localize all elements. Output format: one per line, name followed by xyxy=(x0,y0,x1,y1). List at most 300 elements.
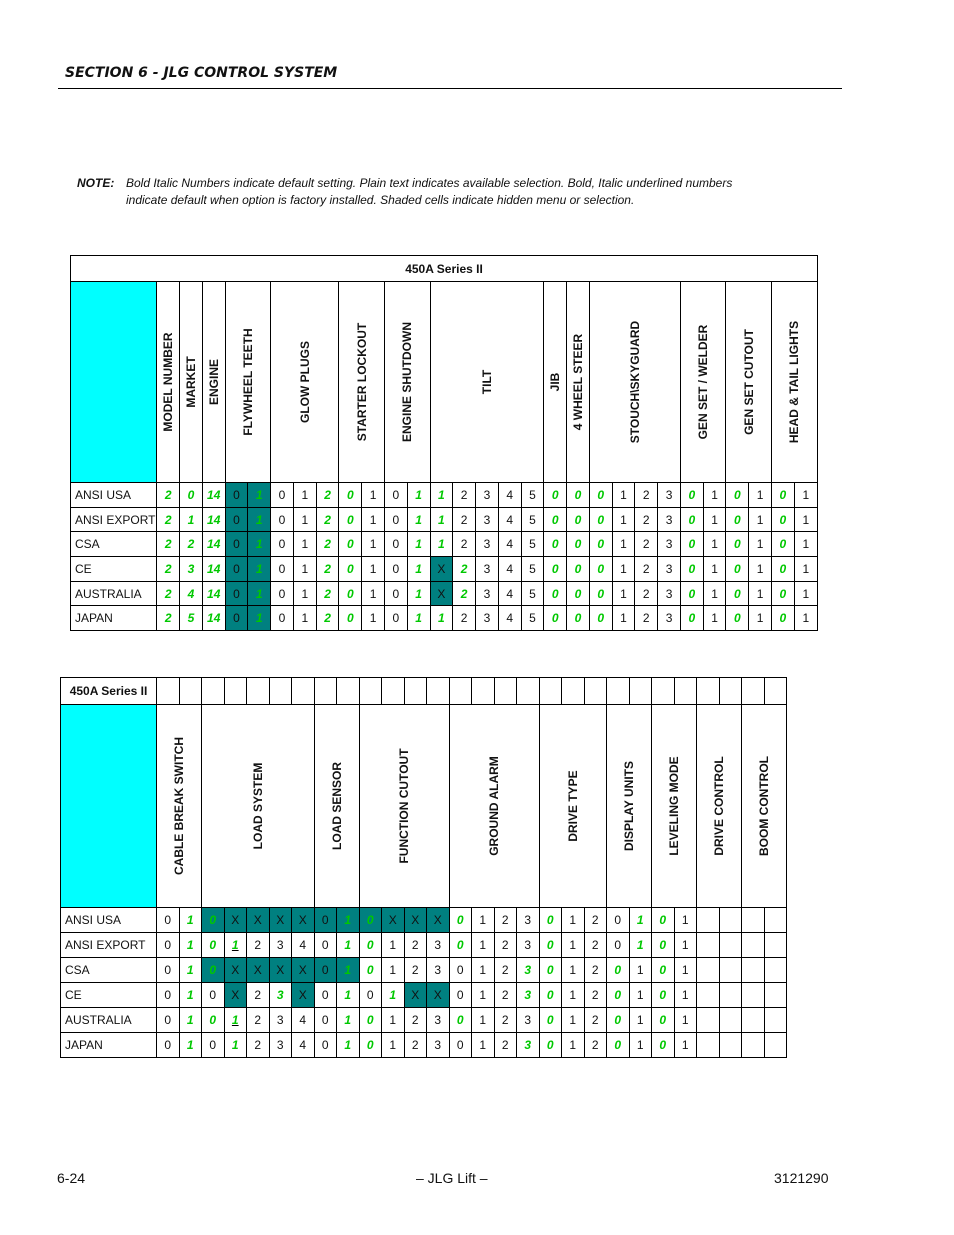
empty-cell xyxy=(382,678,405,705)
setting-cell: 2 xyxy=(453,606,476,631)
header-corner xyxy=(71,282,157,483)
setting-cell: 2 xyxy=(157,532,180,557)
setting-cell: 0 xyxy=(726,606,749,631)
setting-cell: 1 xyxy=(362,557,385,582)
column-header-label: MODEL NUMBER xyxy=(161,332,176,432)
setting-cell: 0 xyxy=(157,1008,180,1033)
setting-cell: 0 xyxy=(652,933,675,958)
setting-cell: 3 xyxy=(517,908,540,933)
setting-cell: 1 xyxy=(248,606,271,631)
column-header xyxy=(202,705,315,908)
market-name: CE xyxy=(71,557,157,582)
setting-cell: 1 xyxy=(430,532,453,557)
setting-cell xyxy=(697,958,720,983)
setting-cell: 1 xyxy=(562,1008,585,1033)
setting-cell: 2 xyxy=(453,483,476,508)
setting-cell: 0 xyxy=(652,958,675,983)
setting-cell: 3 xyxy=(476,483,499,508)
setting-cell: 0 xyxy=(589,557,612,582)
setting-cell: 0 xyxy=(544,483,567,508)
setting-cell: 1 xyxy=(248,557,271,582)
column-header-label: ENGINE SHUTDOWN xyxy=(400,322,415,442)
setting-cell: 0 xyxy=(539,1008,562,1033)
setting-cell: 2 xyxy=(404,1008,427,1033)
setting-cell: 0 xyxy=(202,908,225,933)
setting-cell: 1 xyxy=(749,557,772,582)
setting-cell xyxy=(697,1008,720,1033)
setting-cell: 0 xyxy=(271,606,294,631)
empty-cell xyxy=(269,678,292,705)
column-header xyxy=(697,705,742,908)
setting-cell: 0 xyxy=(202,933,225,958)
setting-cell: 0 xyxy=(157,958,180,983)
setting-cell: X xyxy=(224,908,247,933)
setting-cell: 3 xyxy=(517,1008,540,1033)
setting-cell: 0 xyxy=(314,958,337,983)
setting-cell: X xyxy=(224,958,247,983)
setting-cell: 0 xyxy=(225,507,248,532)
market-name: AUSTRALIA xyxy=(61,1008,157,1033)
table-row xyxy=(71,557,818,582)
setting-cell: 0 xyxy=(607,933,630,958)
setting-cell: 1 xyxy=(612,483,635,508)
setting-cell: 0 xyxy=(225,483,248,508)
setting-cell: 4 xyxy=(498,507,521,532)
setting-cell: 0 xyxy=(449,1008,472,1033)
table-title-row xyxy=(71,256,818,282)
column-header xyxy=(202,282,225,483)
column-header-label: FLYWHEEL TEETH xyxy=(240,328,255,436)
table-row xyxy=(71,606,818,631)
setting-cell: 1 xyxy=(472,958,495,983)
setting-cell: 1 xyxy=(794,483,817,508)
setting-cell: 3 xyxy=(427,933,450,958)
setting-cell: 0 xyxy=(314,908,337,933)
setting-cell: X xyxy=(269,908,292,933)
setting-cell: 4 xyxy=(498,557,521,582)
setting-cell: 0 xyxy=(539,1033,562,1058)
setting-cell: 1 xyxy=(794,606,817,631)
column-header xyxy=(225,282,271,483)
setting-cell: 1 xyxy=(248,581,271,606)
setting-cell: 1 xyxy=(703,532,726,557)
setting-cell: 1 xyxy=(430,507,453,532)
empty-cell xyxy=(607,678,630,705)
column-header xyxy=(384,282,430,483)
setting-cell: 0 xyxy=(271,532,294,557)
setting-cell: 2 xyxy=(453,532,476,557)
table-row xyxy=(61,1033,787,1058)
setting-cell: 0 xyxy=(589,507,612,532)
setting-cell: 2 xyxy=(453,581,476,606)
column-header-label: DRIVE TYPE xyxy=(565,770,580,842)
table-row xyxy=(61,1008,787,1033)
setting-cell: 1 xyxy=(362,532,385,557)
setting-cell: 0 xyxy=(726,532,749,557)
empty-cell xyxy=(539,678,562,705)
setting-cell: 0 xyxy=(771,483,794,508)
setting-cell: 0 xyxy=(157,983,180,1008)
empty-cell xyxy=(584,678,607,705)
setting-cell: 0 xyxy=(652,908,675,933)
setting-cell: 3 xyxy=(658,483,681,508)
setting-cell: 3 xyxy=(427,958,450,983)
setting-cell: 0 xyxy=(539,983,562,1008)
setting-cell: 4 xyxy=(498,606,521,631)
market-name: JAPAN xyxy=(61,1033,157,1058)
setting-cell: 1 xyxy=(407,581,430,606)
empty-cell xyxy=(652,678,675,705)
setting-cell: 2 xyxy=(584,1033,607,1058)
empty-cell xyxy=(292,678,315,705)
setting-cell xyxy=(719,983,742,1008)
setting-cell: 1 xyxy=(562,933,585,958)
setting-cell: 3 xyxy=(269,933,292,958)
setting-cell: 1 xyxy=(224,933,247,958)
setting-cell: 2 xyxy=(404,1033,427,1058)
setting-cell: 1 xyxy=(749,507,772,532)
setting-cell: 2 xyxy=(635,483,658,508)
column-header xyxy=(567,282,590,483)
setting-cell: 2 xyxy=(247,1008,270,1033)
setting-cell: 0 xyxy=(771,581,794,606)
setting-cell: 1 xyxy=(562,983,585,1008)
setting-cell: 0 xyxy=(339,606,362,631)
setting-cell xyxy=(719,1033,742,1058)
setting-cell: 0 xyxy=(771,606,794,631)
setting-cell: 0 xyxy=(202,983,225,1008)
setting-cell: 1 xyxy=(407,557,430,582)
setting-cell: 1 xyxy=(293,507,316,532)
column-header-label: DRIVE CONTROL xyxy=(712,756,726,856)
setting-cell: 0 xyxy=(771,557,794,582)
table-row xyxy=(71,581,818,606)
column-header xyxy=(544,282,567,483)
setting-cell: X xyxy=(404,983,427,1008)
setting-cell: 1 xyxy=(179,1033,202,1058)
setting-cell: 0 xyxy=(339,557,362,582)
setting-cell: 1 xyxy=(794,507,817,532)
empty-cell xyxy=(247,678,270,705)
setting-cell: 0 xyxy=(567,532,590,557)
setting-cell: 3 xyxy=(476,507,499,532)
setting-cell: 1 xyxy=(430,606,453,631)
setting-cell: 0 xyxy=(157,908,180,933)
market-name: ANSI EXPORT xyxy=(71,507,157,532)
setting-cell: 14 xyxy=(202,581,225,606)
setting-cell: 4 xyxy=(498,532,521,557)
setting-cell: 0 xyxy=(339,532,362,557)
empty-cell xyxy=(742,678,765,705)
column-header-label: JIB xyxy=(548,372,563,392)
setting-cell: 1 xyxy=(248,532,271,557)
setting-cell: 0 xyxy=(771,507,794,532)
setting-cell: 1 xyxy=(749,581,772,606)
setting-cell: 2 xyxy=(247,983,270,1008)
setting-cell: 1 xyxy=(337,958,360,983)
empty-cell xyxy=(202,678,225,705)
setting-cell: 0 xyxy=(157,933,180,958)
setting-cell: 0 xyxy=(652,983,675,1008)
setting-cell: 0 xyxy=(567,581,590,606)
setting-cell: 0 xyxy=(384,606,407,631)
setting-cell: 3 xyxy=(658,532,681,557)
setting-cell: 0 xyxy=(607,1008,630,1033)
setting-cell: 0 xyxy=(544,532,567,557)
setting-cell: X xyxy=(292,958,315,983)
table-row xyxy=(71,507,818,532)
setting-cell: 0 xyxy=(771,532,794,557)
setting-cell: X xyxy=(427,908,450,933)
setting-cell: 1 xyxy=(337,933,360,958)
setting-cell: 0 xyxy=(449,933,472,958)
setting-cell: 2 xyxy=(494,933,517,958)
setting-cell: 1 xyxy=(612,557,635,582)
setting-cell: 1 xyxy=(472,983,495,1008)
setting-cell: 1 xyxy=(703,581,726,606)
setting-cell: 3 xyxy=(427,1008,450,1033)
setting-cell: 1 xyxy=(293,483,316,508)
setting-cell: 5 xyxy=(521,606,544,631)
empty-cell xyxy=(697,678,720,705)
empty-cell xyxy=(494,678,517,705)
setting-cell: 0 xyxy=(680,483,703,508)
setting-cell: 3 xyxy=(658,581,681,606)
setting-cell: 1 xyxy=(794,532,817,557)
setting-cell: 1 xyxy=(293,532,316,557)
setting-cell: 2 xyxy=(494,908,517,933)
market-name: CSA xyxy=(61,958,157,983)
setting-cell: 0 xyxy=(607,1033,630,1058)
setting-cell: X xyxy=(292,983,315,1008)
setting-cell: 4 xyxy=(292,1033,315,1058)
setting-cell: 0 xyxy=(314,983,337,1008)
setting-cell: 0 xyxy=(680,581,703,606)
setting-cell: 2 xyxy=(316,483,339,508)
empty-cell xyxy=(517,678,540,705)
setting-cell: 1 xyxy=(794,581,817,606)
setting-cell: 3 xyxy=(517,1033,540,1058)
empty-cell xyxy=(179,678,202,705)
column-header-row xyxy=(61,705,787,908)
setting-cell: 1 xyxy=(382,983,405,1008)
setting-cell: 0 xyxy=(726,581,749,606)
setting-cell: 1 xyxy=(703,507,726,532)
setting-cell: 1 xyxy=(337,1008,360,1033)
setting-cell: 3 xyxy=(476,532,499,557)
setting-cell: 3 xyxy=(658,507,681,532)
setting-cell: 1 xyxy=(293,581,316,606)
setting-cell: 1 xyxy=(629,1008,652,1033)
empty-cell xyxy=(674,678,697,705)
setting-cell xyxy=(742,958,765,983)
setting-cell: 1 xyxy=(382,1033,405,1058)
setting-cell: 1 xyxy=(407,606,430,631)
setting-cell: 0 xyxy=(607,908,630,933)
setting-cell: 0 xyxy=(359,933,382,958)
settings-table-2 xyxy=(60,677,787,1058)
setting-cell: 2 xyxy=(157,483,180,508)
setting-cell xyxy=(742,933,765,958)
setting-cell: 0 xyxy=(271,581,294,606)
setting-cell xyxy=(742,1033,765,1058)
empty-cell xyxy=(314,678,337,705)
market-name: ANSI EXPORT xyxy=(61,933,157,958)
setting-cell: X xyxy=(382,908,405,933)
column-header-label: GROUND ALARM xyxy=(487,756,501,856)
setting-cell: 2 xyxy=(157,507,180,532)
header-rule xyxy=(58,88,842,89)
column-header xyxy=(157,705,202,908)
table-row xyxy=(61,958,787,983)
setting-cell: 3 xyxy=(658,557,681,582)
setting-cell: X xyxy=(430,581,453,606)
column-header xyxy=(589,282,680,483)
setting-cell: 0 xyxy=(567,557,590,582)
setting-cell: 2 xyxy=(584,908,607,933)
setting-cell: 5 xyxy=(521,581,544,606)
setting-cell: 1 xyxy=(179,908,202,933)
setting-cell: 0 xyxy=(680,507,703,532)
empty-cell xyxy=(449,678,472,705)
setting-cell xyxy=(719,958,742,983)
settings-table-1 xyxy=(70,255,818,631)
column-header-label: BOOM CONTROL xyxy=(757,756,771,856)
setting-cell: 0 xyxy=(589,606,612,631)
setting-cell: 2 xyxy=(635,606,658,631)
setting-cell: 3 xyxy=(476,557,499,582)
setting-cell: 0 xyxy=(384,557,407,582)
setting-cell: 2 xyxy=(494,958,517,983)
setting-cell: 1 xyxy=(224,1008,247,1033)
setting-cell: 0 xyxy=(157,1033,180,1058)
setting-cell xyxy=(697,1033,720,1058)
column-header xyxy=(652,705,697,908)
setting-cell: 2 xyxy=(180,532,203,557)
setting-cell: 2 xyxy=(494,983,517,1008)
setting-cell: 0 xyxy=(726,507,749,532)
setting-cell: 0 xyxy=(449,1033,472,1058)
setting-cell: 2 xyxy=(157,606,180,631)
setting-cell xyxy=(697,933,720,958)
setting-cell: 1 xyxy=(674,983,697,1008)
setting-cell: 0 xyxy=(202,1033,225,1058)
setting-cell: 1 xyxy=(612,581,635,606)
setting-cell: 1 xyxy=(703,557,726,582)
setting-cell: X xyxy=(269,958,292,983)
setting-cell: 1 xyxy=(248,507,271,532)
setting-cell: 0 xyxy=(539,958,562,983)
setting-cell: 0 xyxy=(589,483,612,508)
setting-cell xyxy=(742,983,765,1008)
setting-cell: 5 xyxy=(180,606,203,631)
setting-cell: 2 xyxy=(584,958,607,983)
setting-cell: 2 xyxy=(453,557,476,582)
setting-cell: 1 xyxy=(703,483,726,508)
setting-cell: 1 xyxy=(362,581,385,606)
column-header-label: LOAD SYSTEM xyxy=(250,762,265,850)
section-header: SECTION 6 - JLG CONTROL SYSTEM xyxy=(65,65,338,81)
setting-cell: 1 xyxy=(407,532,430,557)
footer-center: – JLG Lift – xyxy=(416,1170,488,1186)
setting-cell xyxy=(719,908,742,933)
empty-cell xyxy=(157,678,180,705)
market-name: JAPAN xyxy=(71,606,157,631)
setting-cell: 0 xyxy=(680,532,703,557)
setting-cell: 0 xyxy=(339,483,362,508)
setting-cell: 4 xyxy=(180,581,203,606)
setting-cell: 2 xyxy=(494,1033,517,1058)
setting-cell: 1 xyxy=(794,557,817,582)
column-header-label: LOAD SENSOR xyxy=(329,761,344,851)
setting-cell: 0 xyxy=(589,532,612,557)
setting-cell: 0 xyxy=(680,557,703,582)
column-header xyxy=(339,282,385,483)
setting-cell: 1 xyxy=(293,557,316,582)
setting-cell: 4 xyxy=(498,581,521,606)
setting-cell: 5 xyxy=(521,532,544,557)
column-header-label: ENGINE xyxy=(206,358,221,406)
setting-cell xyxy=(764,1033,787,1058)
setting-cell: 0 xyxy=(314,1008,337,1033)
setting-cell: 0 xyxy=(539,933,562,958)
setting-cell: 1 xyxy=(674,933,697,958)
setting-cell: 1 xyxy=(382,958,405,983)
setting-cell: 0 xyxy=(359,1008,382,1033)
setting-cell: 0 xyxy=(180,483,203,508)
setting-cell: 2 xyxy=(247,933,270,958)
setting-cell: 1 xyxy=(674,908,697,933)
setting-cell: 2 xyxy=(584,1008,607,1033)
setting-cell: 1 xyxy=(749,483,772,508)
setting-cell: 1 xyxy=(224,1033,247,1058)
setting-cell: 0 xyxy=(271,557,294,582)
setting-cell: 0 xyxy=(449,958,472,983)
setting-cell: 0 xyxy=(567,606,590,631)
setting-cell: 1 xyxy=(179,933,202,958)
setting-cell: 0 xyxy=(607,958,630,983)
column-header xyxy=(359,705,449,908)
column-header xyxy=(607,705,652,908)
table-title: 450A Series II xyxy=(71,256,818,282)
setting-cell: 1 xyxy=(612,532,635,557)
setting-cell: 0 xyxy=(359,908,382,933)
column-header xyxy=(271,282,339,483)
column-header-label: STOUCH\SKYGUARD xyxy=(627,320,642,444)
setting-cell: 5 xyxy=(521,557,544,582)
setting-cell: 4 xyxy=(292,933,315,958)
setting-cell: 0 xyxy=(544,507,567,532)
setting-cell: 0 xyxy=(567,483,590,508)
setting-cell xyxy=(719,933,742,958)
setting-cell: 3 xyxy=(269,983,292,1008)
setting-cell: 1 xyxy=(472,933,495,958)
empty-cell xyxy=(562,678,585,705)
setting-cell: 2 xyxy=(157,581,180,606)
column-header-label: LEVELING MODE xyxy=(667,756,681,856)
setting-cell: 0 xyxy=(726,557,749,582)
setting-cell: 1 xyxy=(612,606,635,631)
setting-cell: 1 xyxy=(430,483,453,508)
empty-cell xyxy=(404,678,427,705)
setting-cell: 2 xyxy=(494,1008,517,1033)
column-header xyxy=(539,705,607,908)
setting-cell: 1 xyxy=(362,606,385,631)
setting-cell xyxy=(764,908,787,933)
empty-cell xyxy=(224,678,247,705)
setting-cell xyxy=(764,958,787,983)
setting-cell: 0 xyxy=(384,581,407,606)
